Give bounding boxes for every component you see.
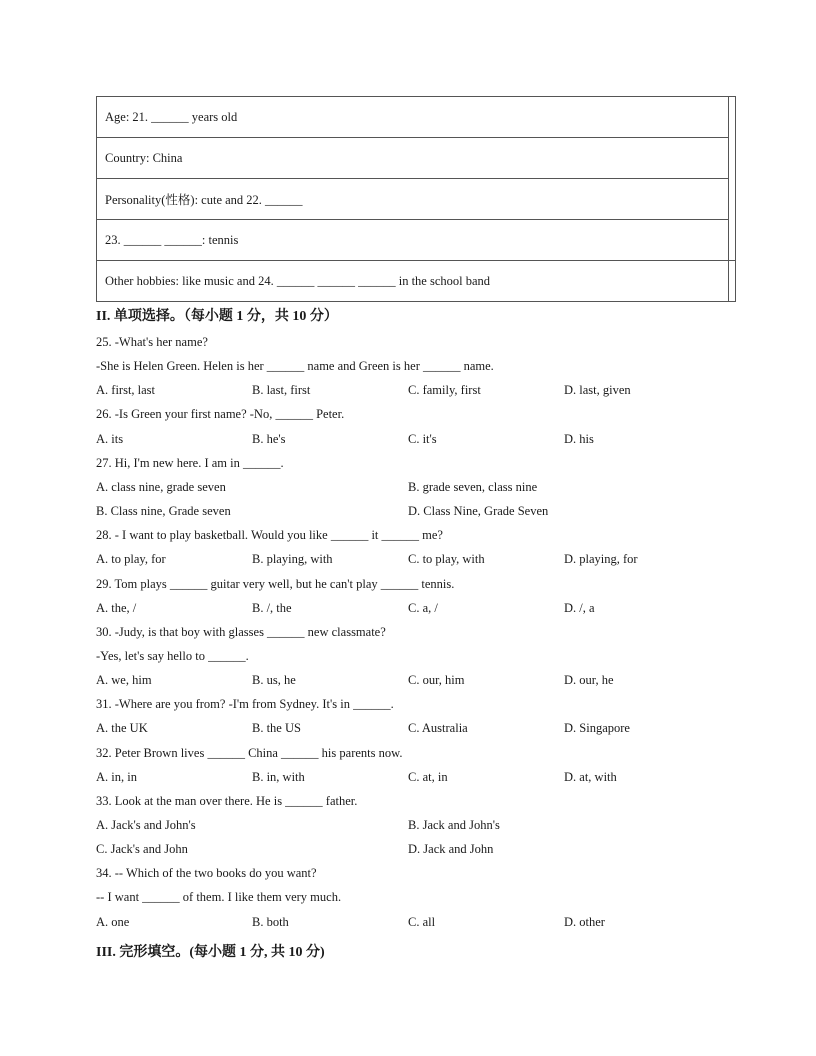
question-30-line-2: -Yes, let's say hello to ______. <box>96 649 249 663</box>
option-a[interactable]: A. to play, for <box>96 552 166 566</box>
table-row <box>97 220 736 261</box>
table-cell: Personality(性格): cute and 22. ______ <box>97 179 729 220</box>
section-title-cloze: III. 完形填空。(每小题 1 分, 共 10 分) <box>96 945 325 960</box>
option-a[interactable]: A. first, last <box>96 383 156 397</box>
section-title-multiple-choice: II. 单项选择。（每小题 1 分，共 10 分） <box>96 309 338 324</box>
question-30-options <box>96 673 736 691</box>
question-29-line-1: 29. Tom plays ______ guitar very well, but he can't play ______ tennis. <box>96 577 455 591</box>
option-a[interactable]: A. class nine, grade seven <box>96 480 226 494</box>
question-27-line-1: 27. Hi, I'm new here. I am in ______. <box>96 456 284 470</box>
table-side-cell <box>729 261 736 302</box>
question-33-options-row-1 <box>96 818 736 836</box>
question-28-options <box>96 552 736 570</box>
question-27-options-row-2 <box>96 504 736 522</box>
question-29-options <box>96 601 736 619</box>
info-table <box>96 96 736 302</box>
option-d[interactable]: D. our, he <box>564 673 614 687</box>
question-32-options <box>96 770 736 788</box>
option-b[interactable]: B. both <box>252 915 289 929</box>
option-b[interactable]: B. us, he <box>252 673 296 687</box>
question-27-options-row-1 <box>96 480 736 498</box>
table-cell: Age: 21. ______ years old <box>97 97 729 138</box>
option-d[interactable]: D. his <box>564 432 594 446</box>
question-25-options <box>96 383 736 401</box>
question-26-options <box>96 432 736 450</box>
option-c[interactable]: C. at, in <box>408 770 448 784</box>
question-34-options <box>96 915 736 933</box>
option-d[interactable]: D. Class Nine, Grade Seven <box>408 504 549 518</box>
option-c[interactable]: C. a, / <box>408 601 438 615</box>
option-d[interactable]: D. /, a <box>564 601 595 615</box>
option-b[interactable]: B. playing, with <box>252 552 333 566</box>
option-a[interactable]: A. one <box>96 915 130 929</box>
table-row <box>97 97 736 138</box>
option-a[interactable]: A. the, / <box>96 601 137 615</box>
question-31-line-1: 31. -Where are you from? -I'm from Sydney. It's in ______. <box>96 697 394 711</box>
option-b[interactable]: B. grade seven, class nine <box>408 480 538 494</box>
table-cell: Country: China <box>97 138 729 179</box>
option-c[interactable]: C. to play, with <box>408 552 485 566</box>
question-25-line-2: -She is Helen Green. Helen is her ______ name and Green is her ______ name. <box>96 359 494 373</box>
option-c[interactable]: C. it's <box>408 432 437 446</box>
table-row <box>97 138 736 179</box>
table-cell: Other hobbies: like music and 24. ______ ______ ______ in the school band <box>97 261 729 302</box>
option-d[interactable]: D. Singapore <box>564 721 630 735</box>
option-b[interactable]: B. /, the <box>252 601 292 615</box>
question-33-line-1: 33. Look at the man over there. He is ______ father. <box>96 794 358 808</box>
option-b[interactable]: B. Jack and John's <box>408 818 500 832</box>
question-32-line-1: 32. Peter Brown lives ______ China ______ his parents now. <box>96 746 403 760</box>
option-d[interactable]: D. Jack and John <box>408 842 494 856</box>
option-a[interactable]: A. Jack's and John's <box>96 818 196 832</box>
question-34-line-2: -- I want ______ of them. I like them very much. <box>96 890 342 904</box>
option-c[interactable]: B. Class nine, Grade seven <box>96 504 231 518</box>
option-d[interactable]: D. other <box>564 915 605 929</box>
question-33-options-row-2 <box>96 842 736 860</box>
option-c[interactable]: C. our, him <box>408 673 465 687</box>
question-31-options <box>96 721 736 739</box>
option-b[interactable]: B. in, with <box>252 770 305 784</box>
option-b[interactable]: B. the US <box>252 721 301 735</box>
option-a[interactable]: A. we, him <box>96 673 152 687</box>
option-d[interactable]: D. last, given <box>564 383 631 397</box>
option-b[interactable]: B. he's <box>252 432 286 446</box>
option-a[interactable]: A. its <box>96 432 124 446</box>
table-row <box>97 261 736 302</box>
option-b[interactable]: B. last, first <box>252 383 311 397</box>
question-25-line-1: 25. -What's her name? <box>96 335 208 349</box>
table-row <box>97 179 736 220</box>
question-26-line-1: 26. -Is Green your first name? -No, ______ Peter. <box>96 407 345 421</box>
question-28-line-1: 28. - I want to play basketball. Would you like ______ it ______ me? <box>96 528 443 542</box>
option-d[interactable]: D. playing, for <box>564 552 638 566</box>
option-c[interactable]: C. Jack's and John <box>96 842 188 856</box>
option-c[interactable]: C. Australia <box>408 721 468 735</box>
question-30-line-1: 30. -Judy, is that boy with glasses ______ new classmate? <box>96 625 386 639</box>
option-a[interactable]: A. the UK <box>96 721 148 735</box>
option-c[interactable]: C. family, first <box>408 383 481 397</box>
option-d[interactable]: D. at, with <box>564 770 617 784</box>
table-side-cell <box>729 97 736 261</box>
table-cell: 23. ______ ______: tennis <box>97 220 729 261</box>
option-c[interactable]: C. all <box>408 915 436 929</box>
option-a[interactable]: A. in, in <box>96 770 137 784</box>
question-34-line-1: 34. -- Which of the two books do you want? <box>96 866 317 880</box>
